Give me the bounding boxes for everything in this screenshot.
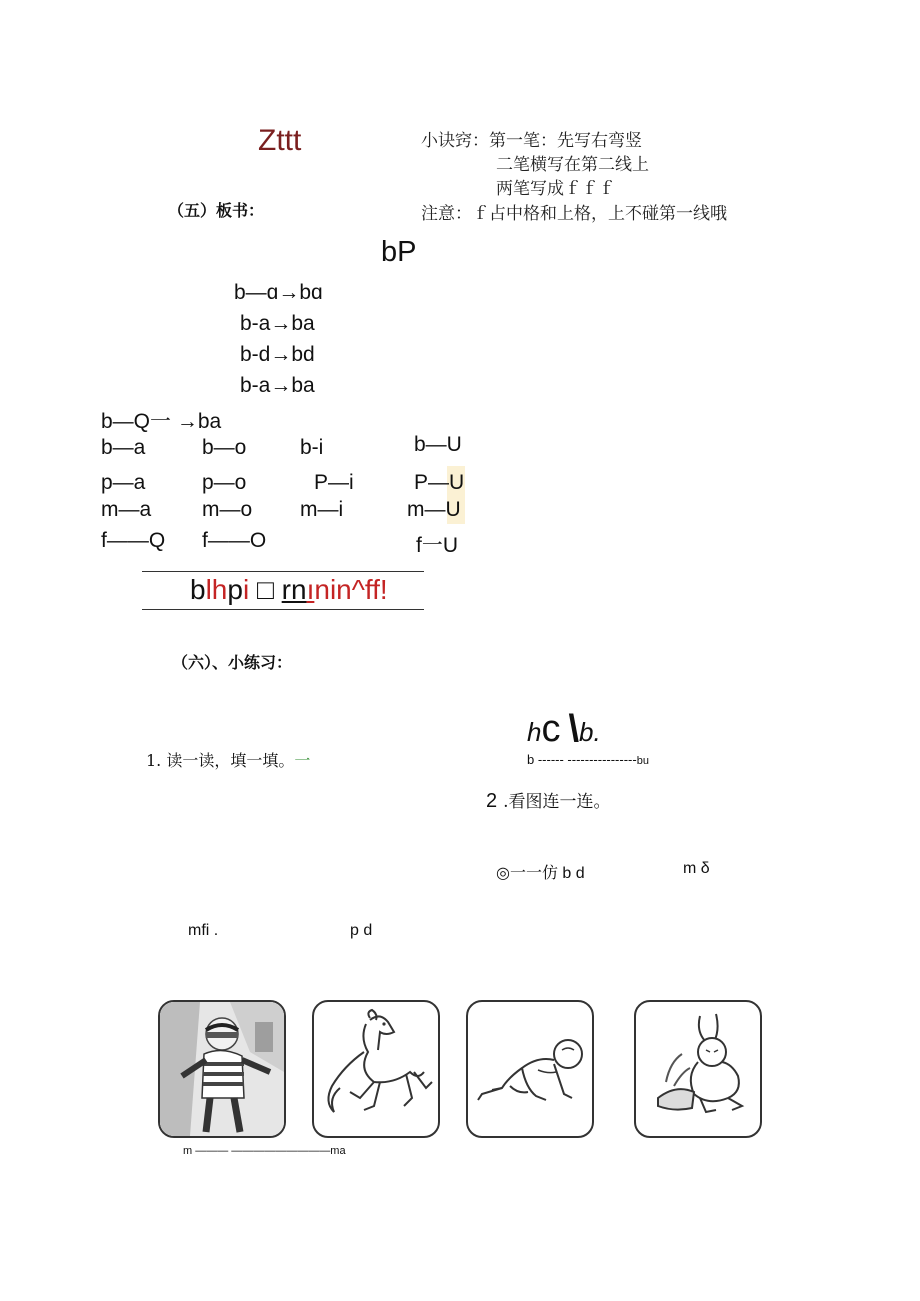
board-line-2: b-a→ba [240, 312, 315, 335]
exercise-1: 1. 读一读，填一填。一 [146, 751, 311, 770]
grid-cell: b—a [101, 436, 146, 459]
grid-cell: p—a [101, 471, 146, 494]
tip-line-2: 二笔横写在第二线上 [496, 155, 649, 175]
pinyin-practice-line: blhpi □ rnınin^ff! [190, 574, 388, 605]
grid-cell: P—i [314, 471, 354, 494]
match-left: ◎一一仿 b d [496, 865, 585, 882]
crawling-baby-picture [466, 1000, 594, 1138]
handwritten-syllable: hc \b. [527, 708, 601, 750]
tip-line-3: 两笔写成ｆｆｆ [496, 179, 615, 199]
grid-cell: m—o [202, 498, 253, 521]
fill-in-line: b ------ ----------------bu [527, 752, 649, 767]
page-title: Zttt [258, 124, 302, 157]
tip-line-1: 小诀窍：第一笔：先写右弯竖 [421, 131, 642, 151]
note-line: 注意：ｆ占中格和上格，上不碰第一线哦 [421, 204, 727, 224]
grid-cell: P—U [414, 471, 465, 494]
grid-cell: m—i [300, 498, 344, 521]
board-line-4: b-a→ba [240, 374, 315, 397]
board-line-5: b—Q一 →ba [101, 410, 222, 433]
bottom-fill-line: m ——— —————————ma [183, 1145, 346, 1157]
match-right: m δ [683, 860, 710, 877]
grid-cell: f——Q [101, 529, 166, 552]
horse-picture [312, 1000, 440, 1138]
grid-cell: m—U [407, 498, 461, 521]
grid-cell: b—U [414, 433, 462, 456]
grid-cell: p—o [202, 471, 247, 494]
rabbit-carrot-picture [634, 1000, 762, 1138]
grid-cell: m—a [101, 498, 152, 521]
writing-rule-top [142, 571, 424, 572]
grid-cell: b—o [202, 436, 247, 459]
board-line-1: b—ɑ→bɑ [234, 281, 323, 304]
blindfold-boy-picture [158, 1000, 286, 1138]
match-mfi: mfi . [188, 922, 219, 939]
grid-cell: f一U [416, 534, 458, 557]
grid-cell: f——O [202, 529, 267, 552]
board-label: （五）板书： [168, 201, 265, 220]
writing-rule-bottom [142, 609, 424, 610]
board-line-3: b-d→bd [240, 343, 315, 366]
practice-label: （六）、小练习： [172, 653, 293, 672]
exercise-2: 2 .看图连一连。 [486, 790, 611, 812]
board-heading: bP [381, 236, 417, 268]
grid-cell: b-i [300, 436, 324, 459]
match-pd: p d [350, 922, 373, 939]
